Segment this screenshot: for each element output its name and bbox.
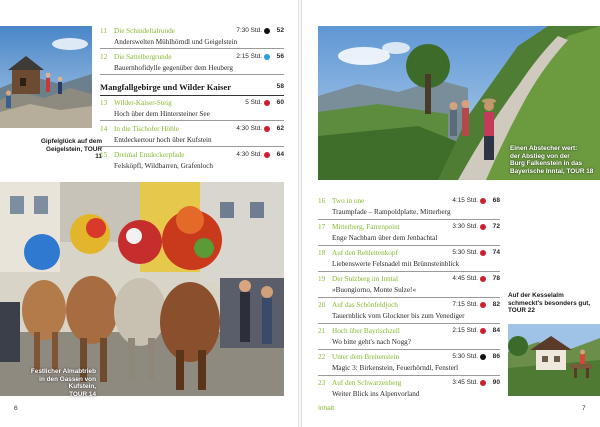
- toc-duration: 4:45 Std.: [452, 275, 478, 282]
- toc-duration: 2:15 Std.: [452, 327, 478, 334]
- toc-number: 23: [318, 379, 326, 387]
- toc-description: Liebenswerte Felsnadel mit Brünnsteinblick: [332, 260, 460, 268]
- toc-page: 74: [492, 249, 500, 256]
- toc-description: »Buongiorno, Monte Sulze!«: [332, 286, 417, 294]
- toc-number: 14: [100, 125, 108, 133]
- toc-entry-16[interactable]: [318, 196, 500, 218]
- toc-title: Hoch über Bayrischzell: [332, 327, 400, 335]
- toc-title: Die Sattelbergrunde: [114, 53, 172, 61]
- toc-title: Die Schindeltalrunde: [114, 27, 175, 35]
- toc-entry-18[interactable]: [318, 248, 500, 270]
- toc-duration: 5 Std.: [245, 99, 262, 106]
- toc-description: Hoch über dem Hintersteiner See: [114, 110, 210, 118]
- toc-title: Unter dem Breitenstein: [332, 353, 400, 361]
- toc-page: 82: [492, 301, 500, 308]
- toc-number: 19: [318, 275, 326, 283]
- toc-entry-21[interactable]: [318, 326, 500, 348]
- difficulty-dot: [480, 328, 486, 334]
- toc-number: 13: [100, 99, 108, 107]
- toc-entry-15[interactable]: [100, 150, 284, 172]
- toc-description: Magic 3: Birkenstein, Feuerhörndl, Fensterl: [332, 364, 459, 372]
- toc-description: Traumpfade – Rampoldplatte, Mitterberg: [332, 208, 451, 216]
- toc-page: 52: [276, 27, 284, 34]
- toc-page: 90: [492, 379, 500, 386]
- toc-number: 16: [318, 197, 326, 205]
- divider: [100, 95, 284, 96]
- toc-page: 72: [492, 223, 500, 230]
- book-gutter: [298, 0, 302, 427]
- divider: [318, 297, 500, 298]
- divider: [100, 146, 284, 147]
- toc-description: Felsköpfl, Wildbarren, Grafenloch: [114, 162, 213, 170]
- toc-duration: 3:45 Std.: [452, 379, 478, 386]
- toc-entry-22[interactable]: [318, 352, 500, 374]
- toc-page: 78: [492, 275, 500, 282]
- section-heading-title: Mangfallgebirge und Wilder Kaiser: [100, 82, 232, 92]
- toc-description: Anderswelten Mühlhörndl und Geigelstein: [114, 38, 238, 46]
- photo-summit-hut: [0, 26, 92, 128]
- toc-number: 11: [100, 27, 107, 35]
- toc-title: Wilder-Kaiser-Steig: [114, 99, 172, 107]
- toc-page: 56: [276, 53, 284, 60]
- toc-entry-20[interactable]: [318, 300, 500, 322]
- toc-title: In die Tischofer Höhle: [114, 125, 179, 133]
- toc-entry-19[interactable]: [318, 274, 500, 296]
- toc-title: Two in one: [332, 197, 365, 205]
- toc-title: Mitterberg, Farrenpoint: [332, 223, 400, 231]
- difficulty-dot: [480, 380, 486, 386]
- difficulty-dot: [480, 198, 486, 204]
- toc-title: Der Sulzberg im Inntal: [332, 275, 398, 283]
- toc-entry-13[interactable]: [100, 98, 284, 120]
- toc-number: 12: [100, 53, 108, 61]
- difficulty-dot: [480, 250, 486, 256]
- section-heading-page: 58: [276, 83, 284, 90]
- toc-number: 18: [318, 249, 326, 257]
- difficulty-dot: [264, 54, 270, 60]
- toc-number: 17: [318, 223, 326, 231]
- toc-number: 20: [318, 301, 326, 309]
- toc-page: 60: [276, 99, 284, 106]
- toc-entry-12[interactable]: [100, 52, 284, 74]
- footer-section-label: Inhalt: [318, 405, 335, 412]
- toc-number: 21: [318, 327, 326, 335]
- photo-cattle-parade: [0, 182, 284, 396]
- divider: [318, 323, 500, 324]
- toc-description: Tauernblick vom Glockner bis zum Venediger: [332, 312, 465, 320]
- difficulty-dot: [264, 152, 270, 158]
- difficulty-dot: [480, 276, 486, 282]
- toc-entry-14[interactable]: [100, 124, 284, 146]
- difficulty-dot: [480, 302, 486, 308]
- toc-duration: 7:30 Std.: [236, 27, 262, 34]
- divider: [100, 120, 284, 121]
- divider: [318, 219, 500, 220]
- photo-caption-summit: Gipfelglück auf dem Geigelstein, TOUR 11: [40, 138, 102, 161]
- toc-page: 68: [492, 197, 500, 204]
- toc-page: 86: [492, 353, 500, 360]
- difficulty-dot: [480, 354, 486, 360]
- toc-entry-23[interactable]: [318, 378, 500, 400]
- page-number-right: 7: [582, 405, 586, 412]
- difficulty-dot: [480, 224, 486, 230]
- toc-duration: 7:15 Std.: [452, 301, 478, 308]
- difficulty-dot: [264, 100, 270, 106]
- toc-number: 15: [100, 151, 108, 159]
- section-heading[interactable]: [100, 82, 284, 96]
- toc-number: 22: [318, 353, 326, 361]
- toc-title: Auf den Rehleitenkopf: [332, 249, 398, 257]
- toc-title: Auf den Schwarzenberg: [332, 379, 402, 387]
- photo-kesselalm: [508, 324, 600, 396]
- difficulty-dot: [264, 126, 270, 132]
- toc-entry-17[interactable]: [318, 222, 500, 244]
- toc-description: Weiter Blick ins Alpenvorland: [332, 390, 420, 398]
- toc-duration: 4:15 Std.: [452, 197, 478, 204]
- difficulty-dot: [264, 28, 270, 34]
- divider: [100, 48, 284, 49]
- photo-caption-parade: Festlicher Almabtrieb in den Gassen von Kufstein, TOUR 14: [30, 368, 96, 398]
- toc-duration: 2:15 Std.: [236, 53, 262, 60]
- page-number-left: 6: [14, 405, 18, 412]
- toc-description: Entdeckertour hoch über Kufstein: [114, 136, 212, 144]
- photo-caption-hikers: Einen Abstecher wert: der Abstieg von der Burg Falkenstein in das Bayerische Inntal, TOUR 18: [510, 145, 594, 175]
- toc-page: 62: [276, 125, 284, 132]
- divider: [318, 271, 500, 272]
- divider: [318, 245, 500, 246]
- toc-description: Bauernhofidylle gegenüber dem Heuberg: [114, 64, 234, 72]
- toc-duration: 5:30 Std.: [452, 249, 478, 256]
- toc-page: 64: [276, 151, 284, 158]
- toc-description: Enge Nachbarn über dem Jenbachtal: [332, 234, 438, 242]
- divider: [100, 74, 284, 75]
- toc-title: Auf das Schönfeldjoch: [332, 301, 398, 309]
- photo-caption-kesselalm: Auf der Kesselalm schmeckt's besonders gut, TOUR 22: [508, 292, 591, 315]
- divider: [318, 349, 500, 350]
- toc-duration: 3:30 Std.: [452, 223, 478, 230]
- divider: [318, 375, 500, 376]
- toc-page: 84: [492, 327, 500, 334]
- toc-duration: 4:30 Std.: [236, 125, 262, 132]
- toc-duration: 4:30 Std.: [236, 151, 262, 158]
- toc-description: Wo bitte geht's nach Nogg?: [332, 338, 411, 346]
- toc-duration: 5:30 Std.: [452, 353, 478, 360]
- toc-entry-11[interactable]: [100, 26, 284, 48]
- toc-title: Dreimal Entdeckerpfade: [114, 151, 185, 159]
